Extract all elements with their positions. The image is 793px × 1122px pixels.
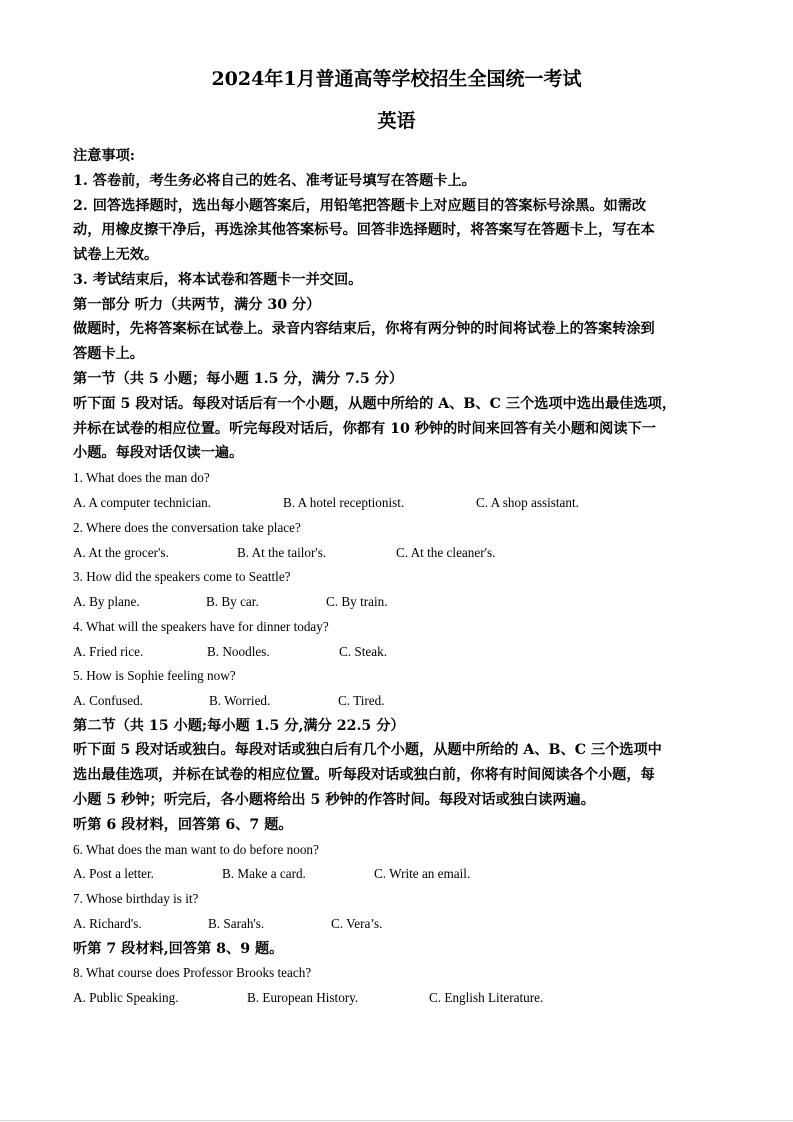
question-2-option-b: B. At the tailor's.: [237, 545, 327, 560]
question-2: 2. Where does the conversation take place?: [73, 520, 301, 535]
question-1-option-c: C. A shop assistant.: [476, 495, 579, 510]
part1-intro-line-2: 答题卡上。: [73, 346, 144, 362]
question-4-option-c: C. Steak.: [339, 644, 387, 659]
question-8-option-b: B. European History.: [247, 990, 359, 1005]
question-7-option-a: A. Richard's.: [73, 916, 142, 931]
question-8-option-c: C. English Literature.: [429, 990, 544, 1005]
section1-intro-line-1: 听下面 5 段对话。每段对话后有一个小题，从题中所给的 A、B、C 三个选项中选出最佳选项，: [73, 396, 677, 412]
question-5-option-c: C. Tired.: [338, 693, 385, 708]
page-bottom-divider: [0, 1120, 793, 1121]
question-8-option-a: A. Public Speaking.: [73, 990, 179, 1005]
section2-intro-line-1: 听下面 5 段对话或独白。每段对话或独白后有几个小题，从题中所给的 A、B、C 三个选项中: [73, 742, 662, 758]
question-5-option-a: A. Confused.: [73, 693, 143, 708]
section2-heading: 第二节（共 15 小题;每小题 1.5 分,满分 22.5 分）: [73, 718, 405, 734]
question-6: 6. What does the man want to do before noon?: [73, 842, 319, 857]
question-6-option-c: C. Write an email.: [374, 866, 471, 881]
exam-title: 2024年1月普通高等学校招生全国统一考试: [211, 68, 582, 90]
notice-item-2-line-2: 动，用橡皮擦干净后，再选涂其他答案标号。回答非选择题时，将答案写在答题卡上，写在本: [73, 222, 655, 238]
question-3-option-b: B. By car.: [206, 594, 259, 609]
question-8: 8. What course does Professor Brooks teach?: [73, 965, 312, 980]
notice-heading: 注意事项:: [73, 148, 135, 164]
question-3-option-c: C. By train.: [326, 594, 388, 609]
question-1-option-b: B. A hotel receptionist.: [283, 495, 405, 510]
notice-item-2-line-3: 试卷上无效。: [73, 247, 159, 263]
question-7-option-c: C. Vera’s.: [331, 916, 383, 931]
question-7-option-b: B. Sarah's.: [208, 916, 265, 931]
question-3-option-a: A. By plane.: [73, 594, 140, 609]
notice-item-2-line-1: 2. 回答选择题时，选出每小题答案后，用铅笔把答题卡上对应题目的答案标号涂黑。如需改: [73, 198, 647, 214]
notice-item-1: 1. 答卷前，考生务必将自己的姓名、准考证号填写在答题卡上。: [73, 173, 476, 189]
section1-intro-line-2: 并标在试卷的相应位置。听完每段对话后，你都有 10 秒钟的时间来回答有关小题和阅读下一: [73, 421, 656, 437]
subject-title: 英语: [377, 110, 416, 132]
question-1-option-a: A. A computer technician.: [73, 495, 212, 510]
material-7-heading: 听第 7 段材料,回答第 8、9 题。: [73, 941, 284, 957]
question-5-option-b: B. Worried.: [209, 693, 271, 708]
section2-intro-line-3: 小题 5 秒钟；听完后，各小题将给出 5 秒钟的作答时间。每段对话或独白读两遍。: [73, 792, 595, 808]
question-3: 3. How did the speakers come to Seattle?: [73, 569, 291, 584]
question-6-option-b: B. Make a card.: [222, 866, 306, 881]
material-6-heading: 听第 6 段材料，回答第 6、7 题。: [73, 817, 293, 833]
question-1: 1. What does the man do?: [73, 470, 210, 485]
question-4-option-b: B. Noodles.: [207, 644, 270, 659]
section1-intro-line-3: 小题。每段对话仅读一遍。: [73, 445, 244, 461]
question-2-option-c: C. At the cleaner's.: [396, 545, 496, 560]
part1-intro-line-1: 做题时，先将答案标在试卷上。录音内容结束后，你将有两分钟的时间将试卷上的答案转涂到: [73, 321, 655, 337]
part1-heading: 第一部分 听力（共两节，满分 30 分）: [73, 297, 321, 313]
section1-heading: 第一节（共 5 小题；每小题 1.5 分，满分 7.5 分）: [73, 371, 404, 387]
notice-item-3: 3. 考试结束后，将本试卷和答题卡一并交回。: [73, 272, 363, 288]
question-2-option-a: A. At the grocer's.: [73, 545, 169, 560]
question-4-option-a: A. Fried rice.: [73, 644, 144, 659]
section2-intro-line-2: 选出最佳选项，并标在试卷的相应位置。听每段对话或独白前，你将有时间阅读各个小题，每: [73, 767, 655, 783]
question-5: 5. How is Sophie feeling now?: [73, 668, 236, 683]
question-4: 4. What will the speakers have for dinner today?: [73, 619, 329, 634]
question-6-option-a: A. Post a letter.: [73, 866, 154, 881]
question-7: 7. Whose birthday is it?: [73, 891, 199, 906]
